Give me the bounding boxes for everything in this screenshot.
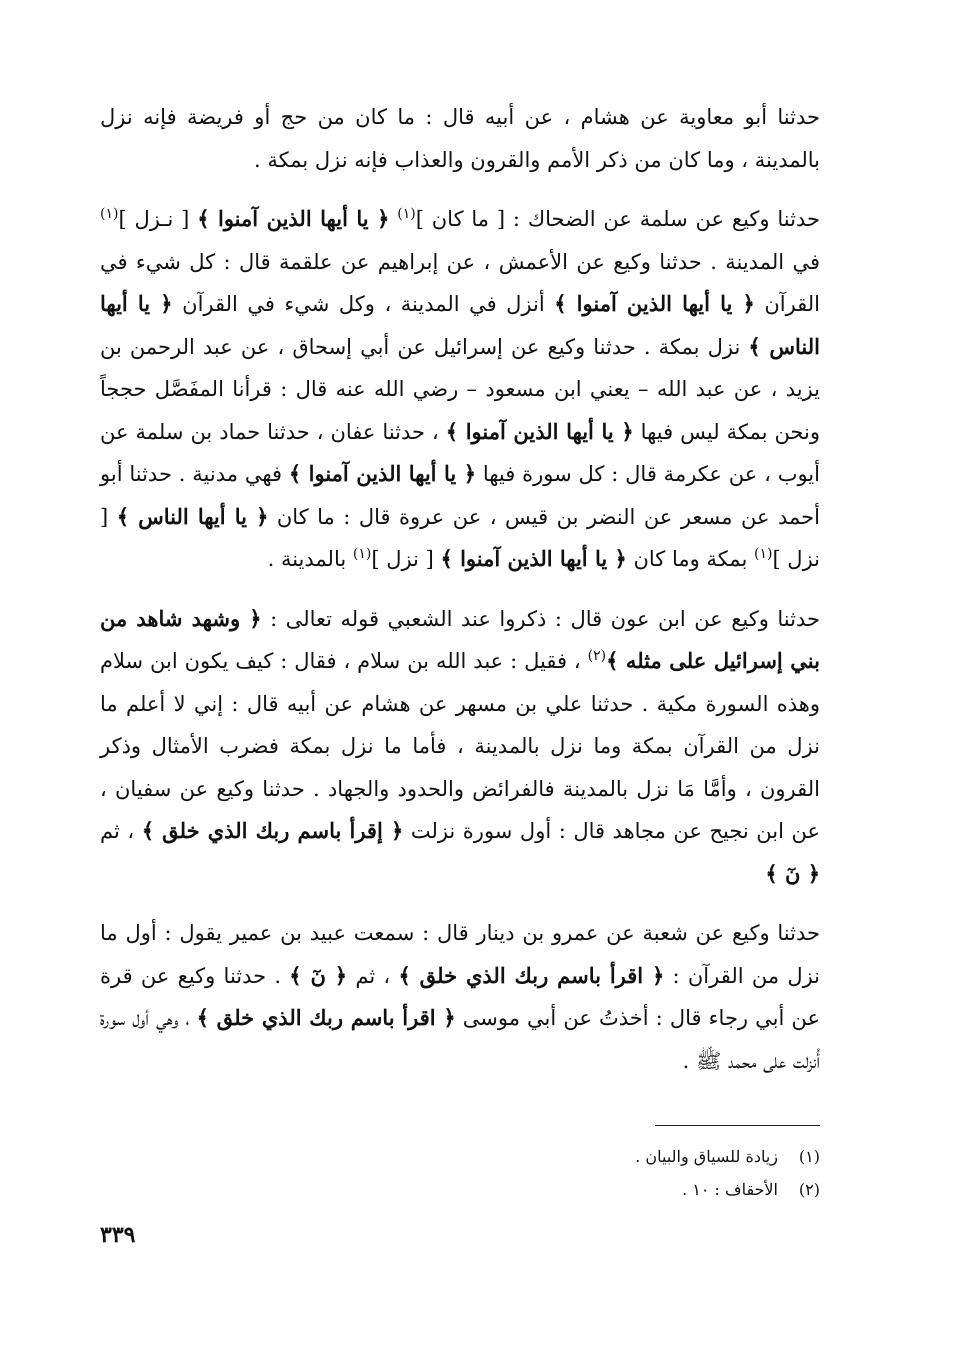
text-run: نزل بمكة . حدثنا وكيع عن إسرائيل عن أبي إسحاق ، عن عبد الرحمن بن يزيد ، عن عبد الله – يعني ابن مسعود – رضي الله عنه قال : قرأنا المفَصَّل حججاً ونحن بمكة ليس فيها — [100, 334, 820, 444]
quranic-quote: ﴿ وشهد شاهد من بني إسرائيل على مثله ﴾ — [100, 605, 820, 673]
footnote-marker: (١) — [753, 546, 773, 562]
text-run: [ نزل ] — [100, 504, 820, 571]
footnotes — [635, 1140, 820, 1206]
text-run: بالمدينة . — [267, 547, 353, 571]
text-run: فهي مدنية . حدثنا أبو أحمد عن مسعر عن النضر بن قيس ، عن عروة قال : ما كان — [100, 462, 820, 529]
footnote-marker: (١) — [352, 546, 372, 562]
quranic-quote: ﴿ اقرأ باسم ربك الذي خلق ﴾ — [398, 962, 665, 988]
quranic-quote: ﴿ يا أيها الناس ﴾ — [116, 503, 269, 529]
text-run: حدثنا وكيع عن شعبة عن عمرو بن دينار قال : سمعت عبيد بن عمير يقول : أول ما نزل من القرآن : — [100, 921, 821, 988]
footnote-marker: (١) — [397, 206, 416, 222]
quranic-quote: ﴿ نٓ ﴾ — [289, 962, 348, 988]
paragraph — [100, 912, 820, 1082]
quranic-quote: ﴿ يا أيها الناس ﴾ — [100, 291, 820, 359]
quranic-quote: ﴿ يا أيها الذين آمنوا ﴾ — [197, 206, 390, 231]
footnote-marker: (١) — [100, 206, 119, 222]
page-number: ٣٣٩ — [100, 1222, 136, 1248]
quranic-quote: ﴿ اقرأ باسم ربك الذي خلق ﴾ — [196, 1005, 456, 1030]
text-run: ، ثم — [347, 963, 399, 988]
text-run: بمكة وما كان — [626, 547, 754, 571]
quranic-quote: ﴿ يا أيها الذين آمنوا ﴾ — [445, 418, 634, 444]
footnote-1 — [635, 1140, 820, 1173]
footnote-text: الأحقاف : ١٠ . — [682, 1180, 778, 1199]
text-run: ، وهي أول سورة أُنزلت على محمد ﷺ . — [100, 1006, 820, 1073]
text-run: حدثنا أبو معاوية عن هشام ، عن أبيه قال : ما كان من حج أو فريضة فإنه نزل بالمدينة ، وما كان من ذكر الأمم والقرون والعذاب فإنه نزل بمكة . — [100, 105, 820, 172]
text-run: . حدثنا وكيع عن قرة عن أبي رجاء قال : أخذتُ عن أبي موسى — [100, 963, 820, 1030]
footnote-2 — [635, 1173, 820, 1206]
quranic-quote: ﴿ نٓ ﴾ — [765, 860, 820, 886]
text-run: ، فقيل : عبد الله بن سلام ، فقال : كيف يكون ابن سلام وهذه السورة مكية . حدثنا علي بن مسهر عن هشام عن أبيه قال : إني لا أعلم ما نزل من القرآن بمكة وما نزل بالمدينة ، فأما ما نزل بمكة فضرب الأمثال وذكر القرون ، وأمَّا مَا نزل بالمدينة فالفرائض والحدود والجهاد . حدثنا وكيع عن سفيان ، عن ابن نجيح عن مجاهد قال : أول سورة نزلت — [100, 649, 820, 843]
quranic-quote: ﴿ إقرأ باسم ربك الذي خلق ﴾ — [141, 818, 404, 843]
text-run: حدثنا وكيع عن ابن عون قال : ذكروا عند الشعبي قوله تعالى : — [261, 606, 820, 631]
footnote-text: زيادة للسياق والبيان . — [635, 1147, 778, 1166]
footnote-separator — [655, 1125, 820, 1126]
text-run: حدثنا وكيع عن سلمة عن الضحاك : [ ما كان ] — [415, 207, 820, 231]
footnote-number: (١) — [798, 1147, 820, 1166]
text-run: ، حدثنا عفان ، حدثنا حماد بن سلمة عن أيوب ، عن عكرمة قال : كل سورة فيها — [100, 419, 820, 486]
text-run: في المدينة . حدثنا وكيع عن الأعمش ، عن إبراهيم عن علقمة قال : كل شيء في القرآن — [100, 249, 821, 316]
quranic-quote: ﴿ يا أيها الذين آمنوا ﴾ — [288, 461, 476, 486]
paragraph — [100, 96, 820, 181]
paragraph — [100, 198, 820, 581]
text-run: [ نزل ] — [371, 547, 441, 571]
paragraph — [100, 598, 820, 896]
quranic-quote: ﴿ يا أيها الذين آمنوا ﴾ — [440, 546, 627, 571]
footnote-number: (٢) — [798, 1180, 820, 1199]
footnote-marker: (٢) — [587, 648, 607, 664]
quranic-quote: ﴿ يا أيها الذين آمنوا ﴾ — [554, 291, 755, 316]
text-run: أنزل في المدينة ، وكل شيء في القرآن — [172, 292, 555, 316]
text-run: [ نـزل ] — [118, 207, 198, 231]
page-body — [100, 96, 820, 1099]
text-run: ، ثم — [100, 819, 142, 843]
